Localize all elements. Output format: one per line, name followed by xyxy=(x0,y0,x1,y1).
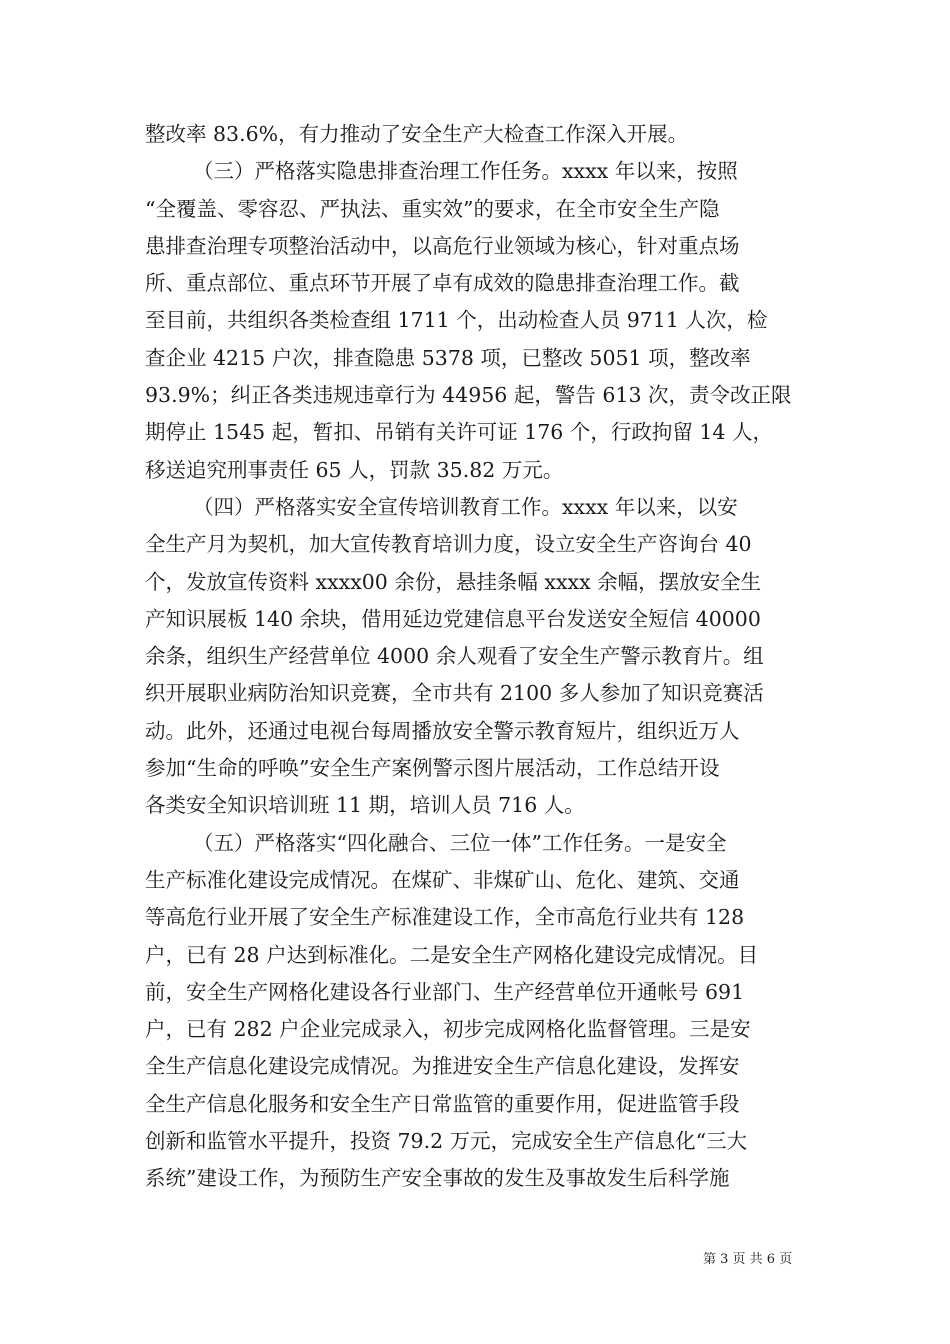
text-line: 期停止 1545 起，暂扣、吊销有关许可证 176 个，行政拘留 14 人， xyxy=(145,420,773,445)
text-line: 产知识展板 140 余块，借用延边党建信息平台发送安全短信 40000 xyxy=(145,606,761,631)
text-line: （三）严格落实隐患排查治理工作任务。xxxx 年以来，按照 xyxy=(193,159,738,184)
text-line: （五）严格落实“四化融合、三位一体”工作任务。一是安全 xyxy=(193,830,727,855)
text-line: 等高危行业开展了安全生产标准建设工作，全市高危行业共有 128 xyxy=(145,905,745,930)
text-line: 至目前，共组织各类检查组 1711 个，出动检查人员 9711 人次，检 xyxy=(145,308,768,333)
body-text xyxy=(145,116,810,1198)
text-line: 生产标准化建设完成情况。在煤矿、非煤矿山、危化、建筑、交通 xyxy=(145,867,740,892)
text-line: 全生产信息化建设完成情况。为推进安全生产信息化建设，发挥安 xyxy=(145,1054,740,1079)
text-line: 个，发放宣传资料 xxxx00 余份，悬挂条幅 xxxx 余幅，摆放安全生 xyxy=(145,569,762,594)
text-line: 户，已有 282 户企业完成录入，初步完成网格化监督管理。三是安 xyxy=(145,1017,751,1042)
text-line: 查企业 4215 户次，排查隐患 5378 项，已整改 5051 项，整改率 xyxy=(145,345,751,370)
text-line: 参加“生命的呼唤”安全生产案例警示图片展活动，工作总结开设 xyxy=(145,756,720,781)
text-line: 移送追究刑事责任 65 人，罚款 35.82 万元。 xyxy=(145,457,564,482)
text-line: 系统”建设工作，为预防生产安全事故的发生及事故发生后科学施 xyxy=(145,1166,730,1191)
text-line: （四）严格落实安全宣传培训教育工作。xxxx 年以来，以安 xyxy=(193,494,738,519)
text-line: 前，安全生产网格化建设各行业部门、生产经营单位开通帐号 691 xyxy=(145,979,745,1004)
text-line: “全覆盖、零容忍、严执法、重实效”的要求，在全市安全生产隐 xyxy=(145,196,720,221)
text-line: 全生产信息化服务和安全生产日常监管的重要作用，促进监管手段 xyxy=(145,1091,740,1116)
text-line: 患排查治理专项整治活动中，以高危行业领域为核心，针对重点场 xyxy=(145,233,740,258)
text-line: 余条，组织生产经营单位 4000 余人观看了安全生产警示教育片。组 xyxy=(145,644,764,669)
text-line: 93.9%；纠正各类违规违章行为 44956 起，警告 613 次，责令改正限 xyxy=(145,383,792,408)
text-line: 整改率 83.6%，有力推动了安全生产大检查工作深入开展。 xyxy=(145,122,689,146)
text-line: 全生产月为契机，加大宣传教育培训力度，设立安全生产咨询台 40 xyxy=(145,532,752,557)
text-line: 所、重点部位、重点环节开展了卓有成效的隐患排查治理工作。截 xyxy=(145,271,740,296)
text-line: 各类安全知识培训班 11 期，培训人员 716 人。 xyxy=(145,793,585,818)
text-line: 创新和监管水平提升，投资 79.2 万元，完成安全生产信息化“三大 xyxy=(145,1129,748,1154)
text-line: 织开展职业病防治知识竞赛，全市共有 2100 多人参加了知识竞赛活 xyxy=(145,681,764,706)
text-line: 户，已有 28 户达到标准化。二是安全生产网格化建设完成情况。目 xyxy=(145,942,759,967)
page-number: 第 3 页 共 6 页 xyxy=(703,1252,793,1267)
text-line: 动。此外，还通过电视台每周播放安全警示教育短片，组织近万人 xyxy=(145,718,740,743)
